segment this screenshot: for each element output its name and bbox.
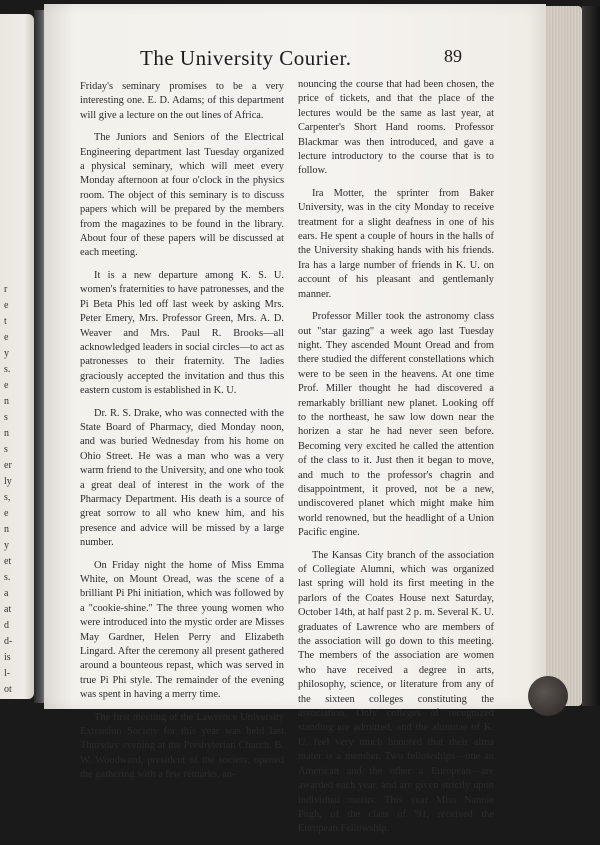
facing-page-fragment: d- xyxy=(4,636,13,647)
facing-page-fragment: l- xyxy=(4,668,11,679)
page-edge-shadow xyxy=(582,6,600,706)
article-paragraph: nouncing the course that had been chosen, the price of tickets, and that the place of the lectures would be the same as last year, at Carpenter's Short Hand rooms. Professor Blackmar was then introduced, and gave a lecture introductory to the course that is to follow. xyxy=(298,79,494,177)
page-number: 89 xyxy=(444,46,462,66)
facing-page-fragment: e xyxy=(4,332,9,343)
facing-page-fragment: y xyxy=(4,540,9,551)
article-paragraph: The Juniors and Seniors of the Electrical Engineering department last Tuesday organized a physical seminary, which will meet every Monday afternoon at four o'clock in the physics room. The object of this seminary is to discuss papers which will be prepared by the members from the magazines to be found in the library. About four of these papers will be discussed at each meeting. xyxy=(80,132,284,259)
facing-page-fragment: y xyxy=(4,348,9,359)
facing-page-fragment: e xyxy=(4,380,9,391)
facing-page-edge xyxy=(0,14,34,699)
facing-page-fragment: ly xyxy=(4,476,12,487)
article-paragraph: It is a new departure among K. S. U. women's fraternities to have patronesses, and the Pi Beta Phis led off last week by asking Mrs. Peter Emery, Mrs. Professor Green, Mrs. A. D. Weaver and Mrs. Paul R. Brooks—all acknowledged leaders in social circles—to act as patronesses to their fraternity. The ladies graciously accepted the invitation and thus this eastern custom is established in K. U. xyxy=(80,269,284,397)
newspaper-title: The University Courier. xyxy=(140,46,352,70)
facing-page-fragment: ot xyxy=(4,684,12,695)
article-paragraph: The first meeting of the Lawrence University Extension Society for this year was held last Thursday evening at the Presbyterian Church. B. W. Woodward, president of the society, opened the gathering with a few remarks, an- xyxy=(80,711,284,781)
article-paragraph: Friday's seminary promises to be a very interesting one. E. D. Adams; of this department will give a lecture on the out lines of Africa. xyxy=(80,81,284,121)
facing-page-fragment: n xyxy=(4,396,9,407)
facing-page-fragment: r xyxy=(4,284,8,295)
left-column xyxy=(80,80,284,791)
article-paragraph: Professor Miller took the astronomy class out "star gazing" a week ago last Tuesday night. They ascended Mount Oread and from there studied the different constellations which were to be seen in the heavens. At one time Prof. Miller thought he had discovered a remarkably brilliant new planet. Looking off to the northeast, he saw low down near the horizen a star he had never seen before. Becoming very excited he called the attention of the class to it. Just then it began to move, and much to the professor's chagrin and disappointment, it proved, not be a new, undiscovered planet which might make him world renowned, but the headlight of a Union Pacific engine. xyxy=(298,311,494,539)
facing-page-fragment: s xyxy=(4,412,8,423)
thumb-holding-page xyxy=(528,676,568,716)
facing-page-fragment: n xyxy=(4,524,9,535)
facing-page-fragment: a xyxy=(4,588,9,599)
article-paragraph: Dr. R. S. Drake, who was connected with the State Board of Pharmacy, died Monday noon, and was buried Wednesday from his home on Ohio Street. He was a man who was a very warm friend to the University, and one who took a great deal of interest in the work of the Pharmacy Department. His death is a source of great sorrow to all who knew him, and his presence and advice will be missed by a large number. xyxy=(80,407,284,549)
facing-page-fragment: s. xyxy=(4,572,11,583)
page-header xyxy=(140,46,500,78)
article-paragraph: On Friday night the home of Miss Emma White, on Mount Oread, was the scene of a brilliant Pi Phi initiation, which was followed by a "cookie-shine." The three young women who were introduced into the mystic order are Misses May Gardner, Helen Perry and Elizabeth Lingard. After the ceremony all present gathered around a bounteous repast, which was served in true Pi Phi style. The remainder of the evening was spent in having a merry time. xyxy=(80,559,284,701)
facing-page-fragment: t xyxy=(4,316,7,327)
article-paragraph: Ira Motter, the sprinter from Baker University, was in the city Monday to receive treatment for a slight deafness in one of his ears. He spent a couple of hours in the halls of the University shaking hands with his friends. Ira has a large number of friends in K. U. on account of his pleasant and gentlemanly manner. xyxy=(298,187,494,300)
facing-page-fragment: d xyxy=(4,620,9,631)
facing-page-fragment: s xyxy=(4,444,8,455)
facing-page-fragment: et xyxy=(4,556,12,567)
facing-page-fragment: er xyxy=(4,460,12,471)
facing-page-fragment: s. xyxy=(4,364,11,375)
right-column xyxy=(298,78,494,845)
facing-page-fragment: e xyxy=(4,508,9,519)
page-edges xyxy=(546,6,582,706)
facing-page-fragment: e xyxy=(4,300,9,311)
facing-page-fragment: at xyxy=(4,604,12,615)
facing-page-fragment: is xyxy=(4,652,11,663)
facing-page-fragment: n xyxy=(4,428,9,439)
facing-page-fragment: s, xyxy=(4,492,11,503)
article-paragraph: The Kansas City branch of the association of Collegiate Alumni, which was organized last spring will hold its first meeting in the parlors of the Coates House next Saturday, October 14th, at half past 2 p. m. Several K. U. graduates of Lawrence who are members of the association will go down to this meeting. The members of the association are women who have received a degree in arts, philosophy, science, or literature from any of the sixteen colleges constituting the association. Only colleges of recognized standing are admitted, and the alumnae of K. U. feel very much honored that their alma mater is a member. Two fellowships—one an American and the other a European—are awarded each year, and are given strictly upon individual merits. This year Miss Nannie Pugh, of the class of '91, received the European Fellowship. xyxy=(298,549,494,835)
